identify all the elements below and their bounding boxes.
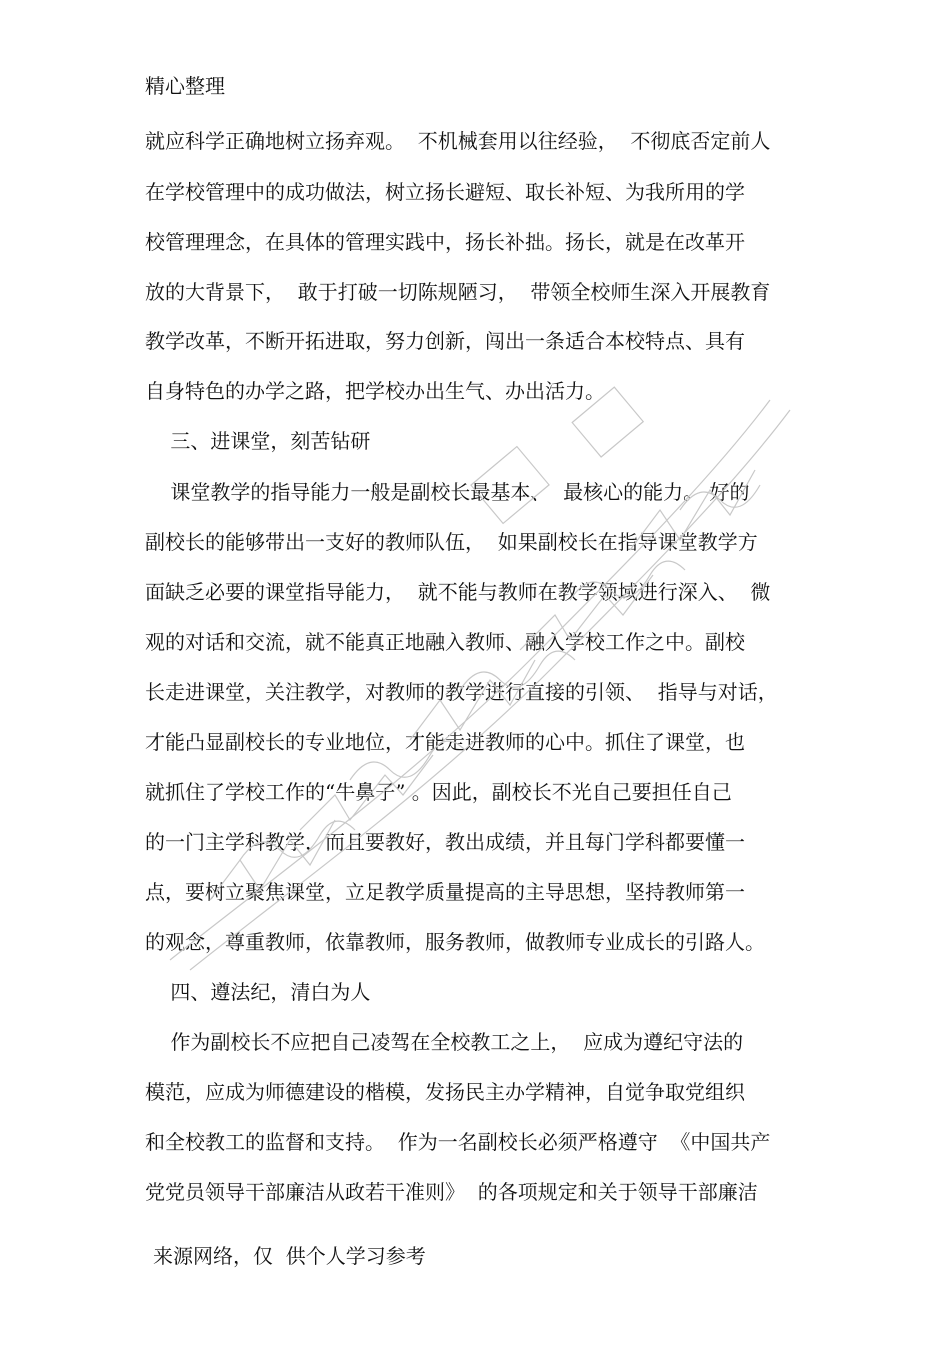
text-line: 点，要树立聚焦课堂，立足教学质量提高的主导思想，坚持教师第一 bbox=[145, 880, 745, 904]
text-line: 就应科学正确地树立扬弃观。 不机械套用以往经验， 不彻底否定前人 bbox=[145, 129, 771, 153]
text-line: 作为副校长不应把自己凌驾在全校教工之上， 应成为遵纪守法的 bbox=[145, 1030, 744, 1054]
text-line: 自身特色的办学之路，把学校办出生气、办出活力。 bbox=[145, 379, 605, 403]
page-header: 精心整理 bbox=[145, 74, 225, 98]
text-line: 和全校教工的监督和支持。 作为一名副校长必须严格遵守 《中国共产 bbox=[145, 1130, 771, 1154]
text-line: 长走进课堂，关注教学，对教师的教学进行直接的引领、 指导与对话， bbox=[145, 680, 778, 704]
text-line: 的一门主学科教学，而且要教好，教出成绩，并且每门学科都要懂一 bbox=[145, 830, 745, 854]
text-line: 校管理理念，在具体的管理实践中，扬长补拙。扬长，就是在改革开 bbox=[145, 230, 745, 254]
text-line: 模范，应成为师德建设的楷模，发扬民主办学精神，自觉争取党组织 bbox=[145, 1080, 745, 1104]
text-line: 课堂教学的指导能力一般是副校长最基本、 最核心的能力。 好的 bbox=[145, 480, 750, 504]
text-line: 教学改革，不断开拓进取，努力创新，闯出一条适合本校特点、具有 bbox=[145, 329, 745, 353]
text-line: 党党员领导干部廉洁从政若干准则》 的各项规定和关于领导干部廉洁 bbox=[145, 1180, 758, 1204]
text-line: 在学校管理中的成功做法，树立扬长避短、取长补短、为我所用的学 bbox=[145, 180, 745, 204]
text-line: 才能凸显副校长的专业地位，才能走进教师的心中。抓住了课堂，也 bbox=[145, 730, 745, 754]
text-line: 的观念，尊重教师，依靠教师，服务教师，做教师专业成长的引路人。 bbox=[145, 930, 765, 954]
text-line: 放的大背景下， 敢于打破一切陈规陋习， 带领全校师生深入开展教育 bbox=[145, 280, 771, 304]
text-line: 面缺乏必要的课堂指导能力， 就不能与教师在教学领域进行深入、 微 bbox=[145, 580, 771, 604]
section-heading: 四、遵法纪，清白为人 bbox=[145, 980, 371, 1004]
section-heading: 三、进课堂，刻苦钻研 bbox=[145, 429, 371, 453]
text-line: 就抓住了学校工作的“牛鼻子” 。因此，副校长不光自己要担任自己 bbox=[145, 780, 732, 804]
text-line: 副校长的能够带出一支好的教师队伍， 如果副校长在指导课堂教学方 bbox=[145, 530, 758, 554]
page-footer: 来源网络，仅 供个人学习参考 bbox=[153, 1244, 426, 1268]
text-line: 观的对话和交流，就不能真正地融入教师、融入学校工作之中。副校 bbox=[145, 630, 745, 654]
